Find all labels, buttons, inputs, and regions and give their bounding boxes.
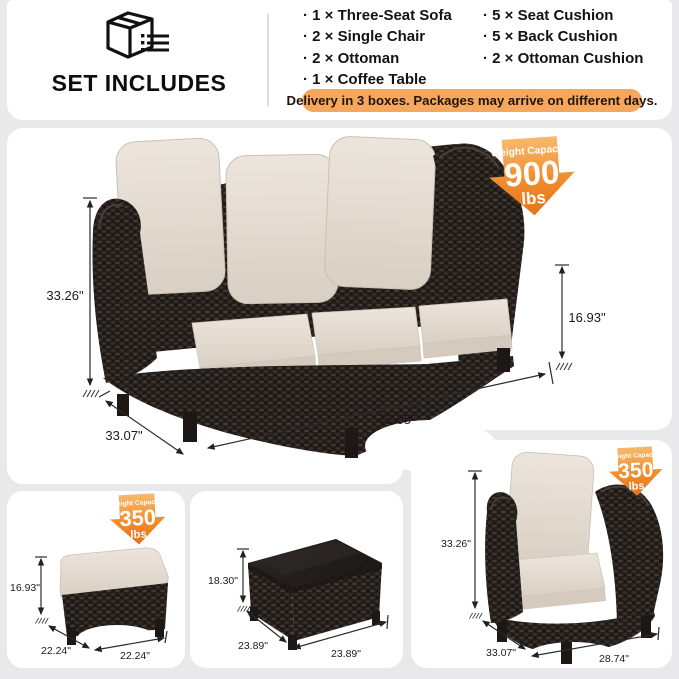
badge-unit: lbs	[628, 480, 645, 493]
list-item: · 1 × Three-Seat Sofa	[303, 7, 452, 24]
badge-value: 350	[118, 504, 157, 532]
includes-list-left	[303, 5, 452, 90]
list-item: · 2 × Ottoman	[303, 49, 400, 67]
ottoman-illustration	[7, 491, 185, 668]
coffee-table-illustration	[190, 491, 403, 668]
table-height-label: 18.30"	[207, 575, 239, 587]
table-depth-label: 23.89"	[237, 640, 269, 652]
ottoman-image	[60, 548, 168, 653]
sofa-image	[93, 136, 525, 484]
sofa-height-label: 33.26"	[46, 288, 84, 303]
coffee-table-panel	[190, 491, 403, 668]
badge-unit: lbs	[520, 187, 547, 209]
chair-width-label: 28.74"	[598, 653, 630, 665]
list-item: · 2 × Single Chair	[303, 28, 426, 46]
badge-label: Weight Capacity	[490, 143, 571, 160]
list-item: · 2 × Ottoman Cushion	[483, 49, 644, 67]
includes-list-right	[483, 5, 643, 69]
list-item: · 5 × Seat Cushion	[483, 7, 614, 24]
chair-panel	[411, 440, 672, 668]
badge-unit: lbs	[130, 528, 147, 542]
sofa-seat-height-label: 16.93"	[568, 310, 606, 325]
sofa-width-label: 72.05"	[378, 412, 416, 427]
ottoman-panel	[7, 491, 185, 668]
badge-value: 900	[503, 152, 561, 194]
ottoman-depth-label: 22.24"	[40, 645, 72, 657]
package-icon	[103, 8, 181, 68]
badge-label: Weight Capacity	[609, 451, 661, 461]
set-includes-title: SET INCLUDES	[51, 70, 227, 96]
list-item: · 5 × Back Cushion	[483, 28, 618, 46]
speed-dots	[141, 34, 144, 51]
chair-depth-label: 33.07"	[485, 647, 517, 659]
weight-capacity-badge-ottoman	[109, 493, 167, 546]
set-includes-card	[7, 0, 672, 120]
table-width-label: 23.89"	[330, 648, 362, 660]
badge-value: 350	[617, 458, 654, 484]
chair-height-label: 33.26"	[440, 538, 472, 550]
sofa-depth-label: 33.07"	[105, 428, 143, 443]
coffee-table-image	[248, 539, 382, 650]
badge-label: Weight Capacity	[110, 498, 164, 509]
sofa-illustration	[7, 128, 672, 484]
ottoman-width-label: 22.24"	[119, 650, 151, 662]
header-divider	[267, 14, 269, 106]
ottoman-height-label: 16.93"	[9, 582, 41, 594]
sofa-panel	[7, 128, 672, 484]
list-item: · 1 × Coffee Table	[303, 70, 427, 88]
delivery-banner: Delivery in 3 boxes. Packages may arrive on different days.	[302, 89, 642, 112]
chair-illustration	[411, 440, 672, 668]
